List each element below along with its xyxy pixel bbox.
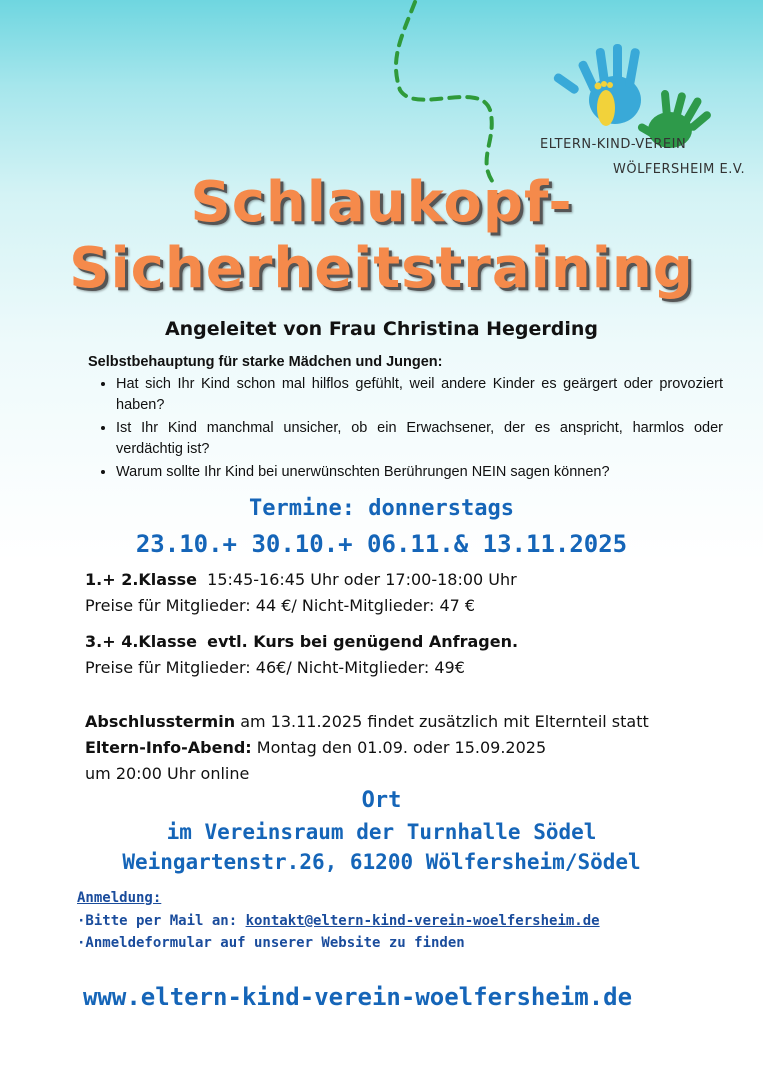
ort-venue: im Vereinsraum der Turnhalle Södel — [166, 820, 597, 844]
abschluss-label: Abschlusstermin — [85, 712, 236, 731]
abschluss-text: am 13.11.2025 findet zusätzlich mit Elternteil statt — [240, 712, 649, 731]
klasse12-label: 1.+ 2.Klasse — [85, 570, 197, 589]
infoabend-line2: um 20:00 Uhr online — [85, 764, 250, 783]
anmeldung-mail-prefix: ·Bitte per Mail an: — [77, 913, 246, 929]
anmeldung-form-line: ·Anmeldeformular auf unserer Website zu finden — [77, 935, 465, 951]
logo-text-line2: WÖLFERSHEIM E.V. — [613, 162, 746, 177]
ort-address: Weingartenstr.26, 61200 Wölfersheim/Södel — [122, 850, 641, 874]
termine-heading: Termine: donnerstags — [249, 496, 514, 521]
list-item: • Hat sich Ihr Kind schon mal hilflos gefühlt, weil andere Kinder es geärgert oder provoziert haben? — [116, 374, 723, 416]
klasse34-line — [85, 632, 518, 651]
subtitle: Angeleitet von Frau Christina Hegerding — [164, 318, 599, 340]
abschluss-line — [85, 712, 649, 731]
infoabend-label: Eltern-Info-Abend: — [85, 738, 252, 757]
klasse12-line — [85, 570, 517, 589]
email-link[interactable]: kontakt@eltern-kind-verein-woelfersheim.de — [245, 913, 600, 929]
klasse12-time: 15:45-16:45 Uhr oder 17:00-18:00 Uhr — [207, 570, 517, 589]
klasse34-prices: Preise für Mitglieder: 46€/ Nicht-Mitglieder: 49€ — [85, 658, 465, 677]
termine-dates: 23.10.+ 30.10.+ 06.11.& 13.11.2025 — [135, 530, 628, 558]
klasse34-note: evtl. Kurs bei genügend Anfragen. — [207, 632, 519, 651]
infoabend-text: Montag den 01.09. oder 15.09.2025 — [256, 738, 547, 757]
title-line1: Schlaukopf- — [190, 170, 573, 235]
dashed-path-decoration — [370, 0, 510, 190]
logo-text-line1: ELTERN-KIND-VEREIN — [540, 137, 687, 152]
question-list — [96, 374, 723, 485]
title-line2: Sicherheitstraining — [69, 236, 694, 301]
anmeldung-mail-line — [77, 913, 600, 929]
intro-heading: Selbstbehauptung für starke Mädchen und Jungen: — [88, 354, 443, 370]
list-item: • Ist Ihr Kind manchmal unsicher, ob ein Erwachsener, der es anspricht, harmlos oder verdächtig ist? — [116, 418, 723, 460]
ort-heading: Ort — [361, 788, 402, 813]
list-item: • Warum sollte Ihr Kind bei unerwünschten Berührungen NEIN sagen können? — [116, 462, 723, 483]
klasse34-label: 3.+ 4.Klasse — [85, 632, 197, 651]
website-link[interactable]: www.eltern-kind-verein-woelfersheim.de — [83, 983, 633, 1011]
klasse12-prices: Preise für Mitglieder: 44 €/ Nicht-Mitglieder: 47 € — [85, 596, 476, 615]
infoabend-line — [85, 738, 546, 757]
anmeldung-title: Anmeldung: — [77, 890, 162, 906]
